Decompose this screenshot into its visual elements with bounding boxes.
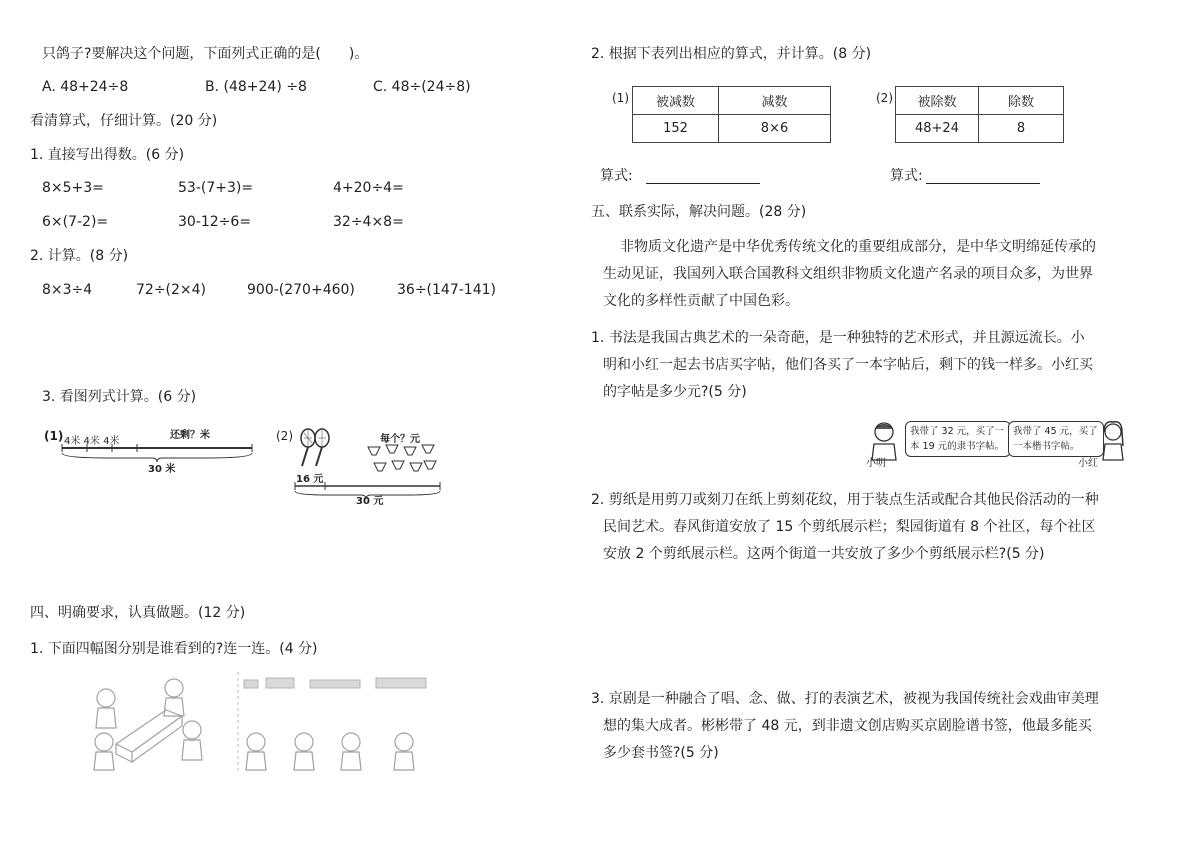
option-a: A. 48+24÷8 bbox=[42, 79, 129, 95]
calc-item: 900-(270+460) bbox=[247, 282, 355, 298]
section-4-q1: 1. 下面四幅图分别是谁看到的?连一连。(4 分) bbox=[30, 641, 318, 657]
q1-title: 1. 直接写出得数。(6 分) bbox=[30, 147, 185, 163]
table1-cell: 152 bbox=[633, 115, 719, 143]
figure1-segments: 4米 4米 4米 bbox=[64, 436, 120, 447]
problem1-line: 的字帖是多少元?(5 分) bbox=[603, 384, 747, 400]
table2-number: (2) bbox=[876, 91, 893, 105]
right-q2-title: 2. 根据下表列出相应的算式，并计算。(8 分) bbox=[591, 46, 872, 62]
table2-cell: 8 bbox=[979, 115, 1064, 143]
question-continuation: 只鸽子?要解决这个问题，下面列式正确的是( )。 bbox=[42, 46, 369, 62]
section-4-title: 四、明确要求，认真做题。(12 分) bbox=[30, 605, 246, 621]
name-xiaohong: 小红 bbox=[1078, 458, 1098, 469]
figure1-remain: 还剩？米 bbox=[170, 430, 210, 441]
bubble-xiaohong bbox=[1008, 421, 1104, 457]
name-xiaoming: 小明 bbox=[866, 458, 886, 469]
intro-line: 生动见证，我国列入联合国教科文组织非物质文化遗产名录的项目众多，为世界 bbox=[603, 266, 1093, 282]
bubble-line: 我带了 45 元，买了 bbox=[1013, 426, 1098, 437]
problem1-line: 明和小红一起去书店买字帖，他们各买了一本字帖后，剩下的钱一样多。小红买 bbox=[603, 357, 1093, 373]
calc-item: 53-(7+3)= bbox=[178, 180, 254, 196]
bubble-line: 我带了 32 元，买了一 bbox=[910, 426, 1005, 437]
calc-item: 36÷(147-141) bbox=[397, 282, 496, 298]
figure2-price: 16 元 bbox=[296, 474, 324, 485]
table2-header: 被除数 bbox=[896, 87, 979, 115]
figure2-total: 30 元 bbox=[356, 496, 384, 507]
q3-title: 3. 看图列式计算。(6 分) bbox=[42, 389, 197, 405]
section-5-title: 五、联系实际，解决问题。(28 分) bbox=[591, 204, 807, 220]
calc-item: 4+20÷4= bbox=[333, 180, 404, 196]
q2-title: 2. 计算。(8 分) bbox=[30, 248, 129, 264]
problem3-line: 3. 京剧是一种融合了唱、念、做、打的表演艺术，被视为我国传统社会戏曲审美理 bbox=[591, 691, 1099, 707]
option-b: B. (48+24) ÷8 bbox=[205, 79, 307, 95]
problem1-line: 1. 书法是我国古典艺术的一朵奇葩，是一种独特的艺术形式，并且源远流长。小 bbox=[591, 330, 1085, 346]
calc-item: 32÷4×8= bbox=[333, 214, 404, 230]
formula1-blank[interactable] bbox=[646, 182, 760, 184]
section-3-title: 看清算式，仔细计算。(20 分) bbox=[30, 113, 218, 129]
problem3-line: 想的集大成者。彬彬带了 48 元，到非遗文创店购买京剧脸谱书签，他最多能买 bbox=[603, 718, 1092, 734]
intro-line: 非物质文化遗产是中华优秀传统文化的重要组成部分，是中华文明绵延传承的 bbox=[620, 239, 1096, 255]
formula2-label: 算式: bbox=[890, 168, 923, 184]
bubble-xiaoming bbox=[905, 421, 1011, 457]
table1-cell: 8×6 bbox=[719, 115, 831, 143]
figure2-each: 每个？元 bbox=[380, 434, 420, 445]
calc-item: 72÷(2×4) bbox=[136, 282, 207, 298]
table2 bbox=[895, 86, 1064, 143]
calc-item: 6×(7-2)= bbox=[42, 214, 109, 230]
table1-number: (1) bbox=[612, 91, 629, 105]
figure2-number: (2) bbox=[276, 429, 293, 443]
formula2-blank[interactable] bbox=[926, 182, 1040, 184]
table1 bbox=[632, 86, 831, 143]
observation-scene-image bbox=[86, 672, 436, 772]
xiaohong-figure-icon bbox=[1098, 420, 1128, 462]
figure1-number: (1) bbox=[44, 429, 64, 443]
calc-item: 30-12÷6= bbox=[178, 214, 252, 230]
problem2-line: 安放 2 个剪纸展示栏。这两个街道一共安放了多少个剪纸展示栏?(5 分) bbox=[603, 546, 1045, 562]
option-c: C. 48÷(24÷8) bbox=[373, 79, 471, 95]
intro-line: 文化的多样性贡献了中国色彩。 bbox=[603, 293, 799, 309]
formula1-label: 算式: bbox=[600, 168, 633, 184]
bubble-line: 一本楷书字帖。 bbox=[1013, 441, 1080, 452]
calc-item: 8×3÷4 bbox=[42, 282, 93, 298]
rackets-icon bbox=[296, 428, 336, 474]
problem2-line: 2. 剪纸是用剪刀或刻刀在纸上剪刻花纹，用于装点生活或配合其他民俗活动的一种 bbox=[591, 492, 1099, 508]
table2-cell: 48+24 bbox=[896, 115, 979, 143]
shuttlecocks-icon bbox=[364, 443, 444, 479]
bubble-line: 本 19 元的隶书字帖。 bbox=[910, 441, 1005, 452]
table1-header: 被减数 bbox=[633, 87, 719, 115]
calc-item: 8×5+3= bbox=[42, 180, 104, 196]
problem3-line: 多少套书签?(5 分) bbox=[603, 745, 719, 761]
figure1-total: 30 米 bbox=[148, 464, 176, 475]
table1-header: 减数 bbox=[719, 87, 831, 115]
table2-header: 除数 bbox=[979, 87, 1064, 115]
problem2-line: 民间艺术。春风街道安放了 15 个剪纸展示栏；梨园街道有 8 个社区，每个社区 bbox=[603, 519, 1096, 535]
